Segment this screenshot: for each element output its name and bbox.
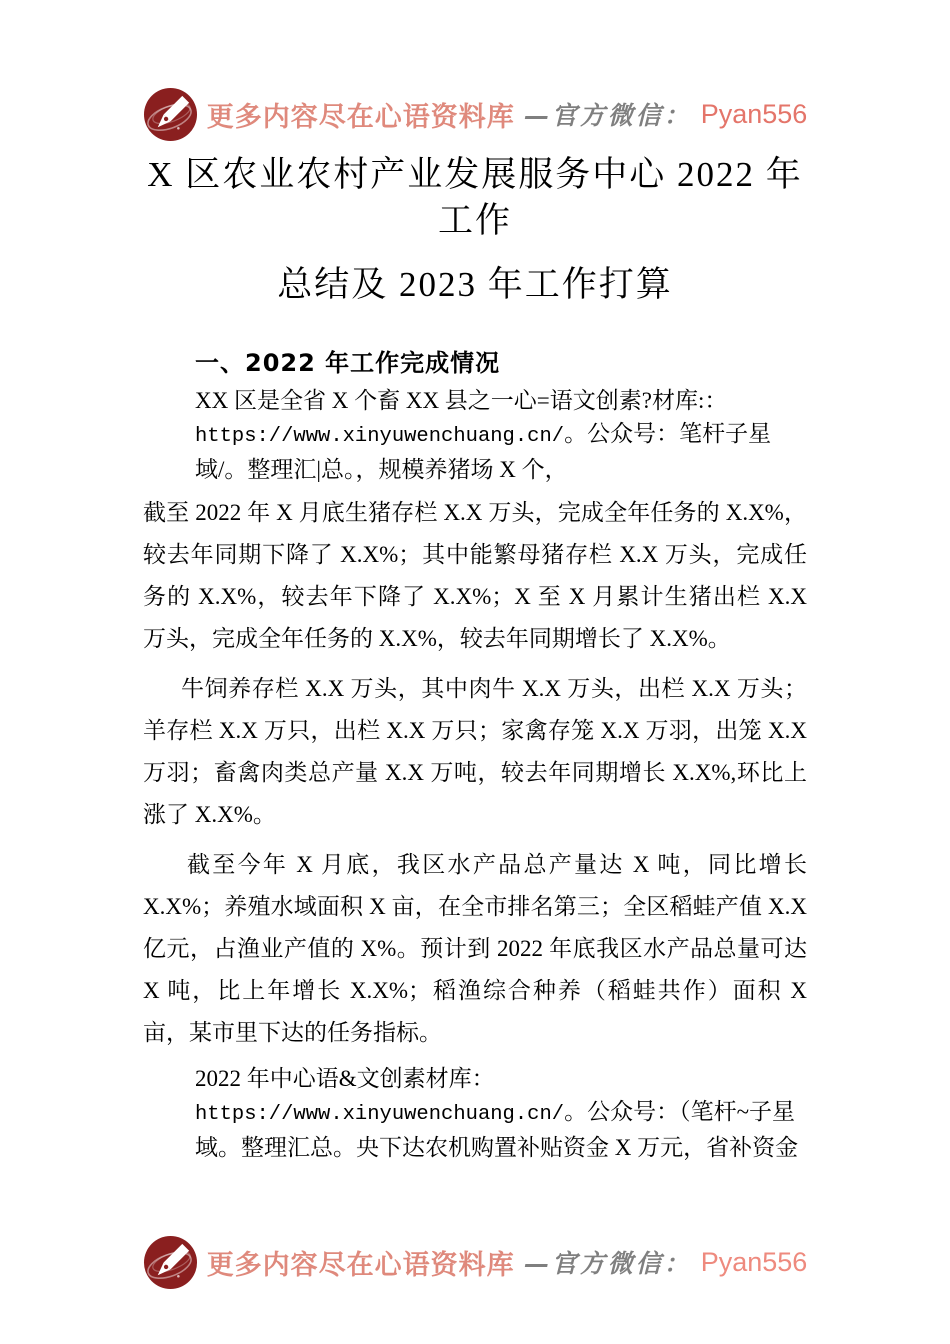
paragraph-intro <box>195 384 807 486</box>
header-brand-text: 更多内容尽在心语资料库 <box>206 101 515 132</box>
header-banner <box>143 86 807 142</box>
paragraph-fishery: 截至今年 X 月底，我区水产品总产量达 X 吨，同比增长 X.X%；养殖水域面积 X 亩，在全市排名第三；全区稻蛙产值 X.X 亿元，占渔业产值的 X%。预计到 2022 年底我区水产品总量可达 X 吨，比上年增长 X.X%；稻渔综合种养（稻蛙共作）面积 X 亩，某市里下达的任务指标。 <box>143 852 807 1045</box>
footer-banner <box>0 1234 950 1290</box>
doc-title-line2: 总结及 2023 年工作打算 <box>277 265 673 304</box>
paragraph-funding-text: 2022 年中心语&文创素材库： <box>195 1066 495 1091</box>
footer-wechat-label: —官方微信： <box>523 1249 692 1278</box>
footer-brand-text: 更多内容尽在心语资料库 <box>206 1249 515 1280</box>
section-heading: 一、2022 年工作完成情况 <box>195 349 501 377</box>
paragraph-intro-text: XX 区是全省 X 个畜 XX 县之一心=语文创素?材库:： <box>195 388 728 413</box>
paragraph-pigs: 截至 2022 年 X 月底生猪存栏 X.X 万头，完成全年任务的 X.X%，较去年同期下降了 X.X%；其中能繁母猪存栏 X.X 万头，完成任务的 X.X%，较去年下降了 X.X%；X 至 X 月累计生猪出栏 X.X 万头，完成全年任务的 X.X%，较去年同期增长了 X.X%。 <box>143 500 807 651</box>
paragraph-funding <box>195 1062 807 1164</box>
doc-title-line1: X 区农业农村产业发展服务中心 2022 年工作 <box>147 155 803 240</box>
header-wechat-label: —官方微信： <box>523 101 692 130</box>
paragraph-funding-text-after: 。公众号：（笔杆~子星域。整理汇总。央下达农机购置补贴资金 X 万元，省补资金 <box>195 1099 799 1160</box>
paragraph-intro-text-after: 。公众号：笔杆子星域/。整理汇|总。，规模养猪场 X 个， <box>195 421 772 482</box>
footer-wechat-id: Pyan556 <box>700 1246 808 1277</box>
header-wechat-id: Pyan556 <box>700 98 808 129</box>
pen-logo-icon <box>143 1235 198 1290</box>
paragraph-funding-url: https://www.xinyuwenchuang.cn/ <box>195 1103 565 1126</box>
paragraph-intro-url: https://www.xinyuwenchuang.cn/ <box>195 425 565 448</box>
paragraph-livestock: 牛饲养存栏 X.X 万头，其中肉牛 X.X 万头，出栏 X.X 万头；羊存栏 X.X 万只，出栏 X.X 万只；家禽存笼 X.X 万羽，出笼 X.X 万羽；畜禽肉类总产量 X.X 万吨，较去年同期增长 X.X%,环比上涨了 X.X%。 <box>143 676 807 827</box>
pen-logo-icon <box>143 87 198 142</box>
